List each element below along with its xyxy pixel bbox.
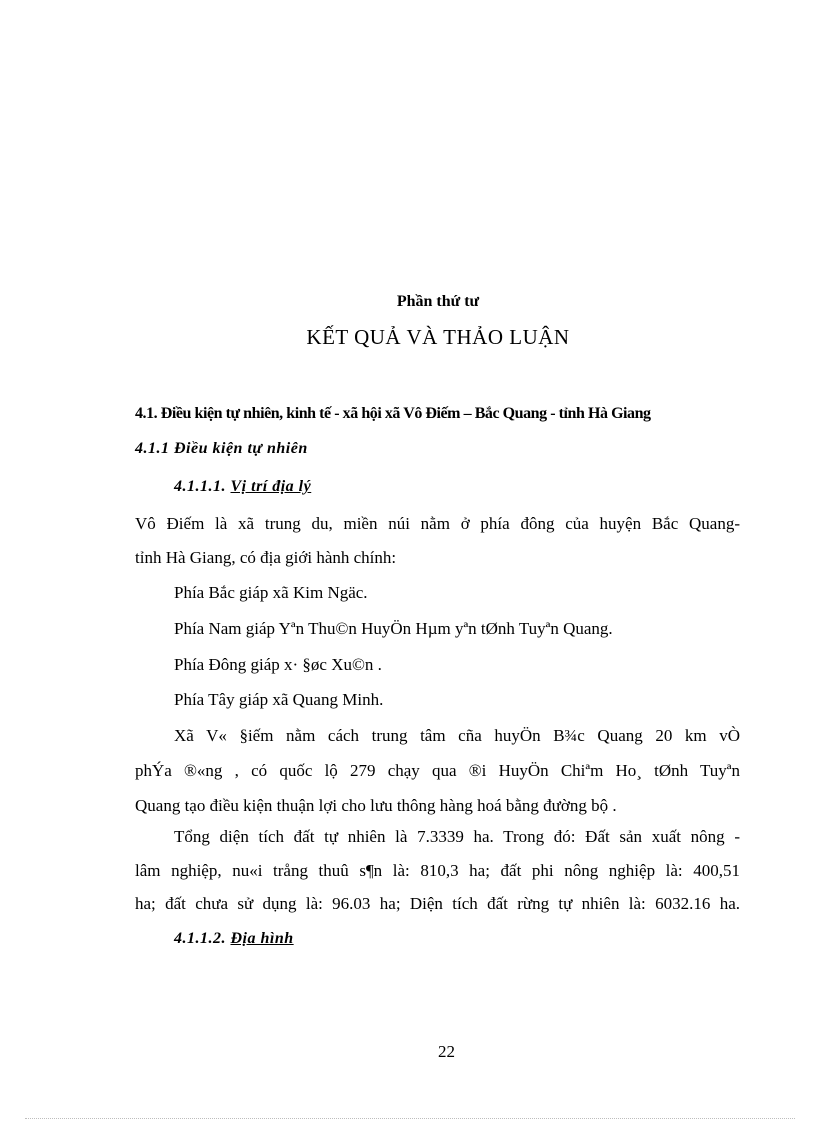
paragraph-line: Xã V« §iếm nằm cách trung tâm cña huyÖn B¾c Quang 20 km vÒ [174, 726, 740, 745]
paragraph-line: phÝa ®«ng , có quốc lộ 279 chạy qua ®i HuyÖn Chiªm Ho¸ tØnh Tuyªn [135, 761, 740, 780]
page-bottom-rule [25, 1118, 795, 1119]
border-line-north: Phía Bắc giáp xã Kim Ngäc. [174, 583, 368, 602]
item-heading-location [174, 478, 311, 496]
item-title: Vị trí địa lý [230, 478, 312, 495]
section-heading: 4.1. Điều kiện tự nhiên, kinh tế - xã hội xã Vô Điếm – Bắc Quang - tỉnh Hà Giang [135, 405, 651, 422]
border-line-south: Phía Nam giáp Yªn Thu©n HuyÖn Hµm yªn tØnh Tuyªn Quang. [174, 619, 613, 638]
border-line-west: Phía Tây giáp xã Quang Minh. [174, 690, 384, 709]
chapter-title: KẾT QUẢ VÀ THẢO LUẬN [306, 325, 570, 349]
paragraph-line: tỉnh Hà Giang, có địa giới hành chính: [135, 548, 397, 567]
paragraph-line: lâm nghiệp, nu«i trång thuû s¶n là: 810,3 ha; đất phi nông nghiệp là: 400,51 [135, 861, 740, 880]
item-title: Địa hình [230, 930, 294, 947]
subsection-heading: 4.1.1 Điều kiện tự nhiên [135, 440, 308, 457]
item-number: 4.1.1.2. [174, 930, 226, 947]
page-number: 22 [438, 1042, 455, 1061]
paragraph-line: Tổng diện tích đất tự nhiên là 7.3339 ha. Trong đó: Đất sản xuất nông - [174, 827, 740, 846]
paragraph-line: Quang tạo điều kiện thuận lợi cho lưu thông hàng hoá bằng đường bộ . [135, 796, 617, 815]
item-number: 4.1.1.1. [174, 478, 226, 495]
paragraph-line: Vô Điếm là xã trung du, miền núi nằm ở phía đông của huyện Bắc Quang- [135, 514, 740, 533]
border-line-east: Phía Đông giáp x· §øc Xu©n . [174, 655, 382, 674]
part-title: Phần thứ tư [396, 293, 480, 310]
paragraph-line: ha; đất chưa sử dụng là: 96.03 ha; Diện tích đất rừng tự nhiên là: 6032.16 ha. [135, 894, 740, 913]
item-heading-terrain [174, 930, 294, 948]
